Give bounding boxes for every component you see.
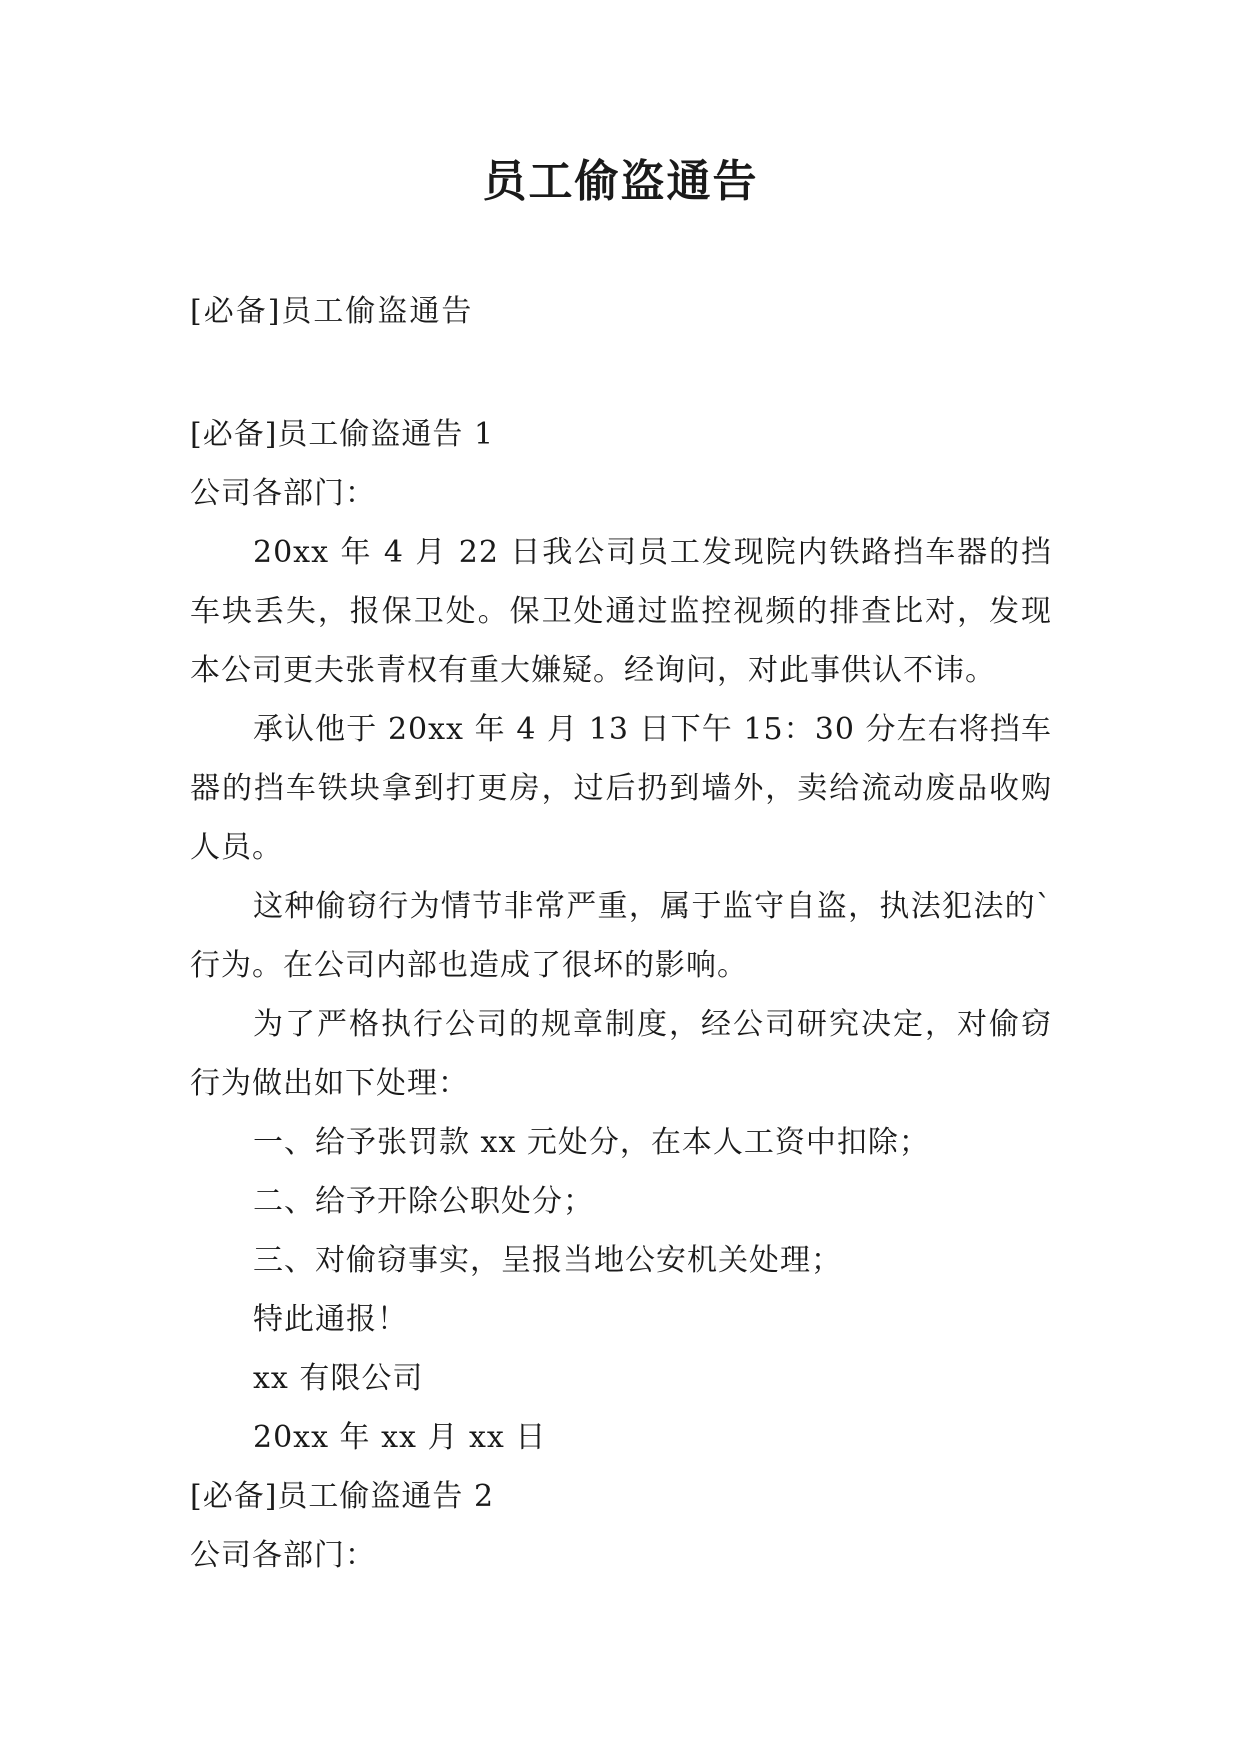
paragraph-4: 为了严格执行公司的规章制度，经公司研究决定，对偷窃行为做出如下处理：	[190, 1007, 1052, 1101]
document-title: 员工偷盗通告	[482, 156, 759, 207]
section-2-salutation: 公司各部门：	[190, 1538, 376, 1573]
paragraph-3: 这种偷窃行为情节非常严重，属于监守自盗，执法犯法的`行为。在公司内部也造成了很坏的影响。	[190, 889, 1052, 983]
notice-date: 20xx 年 xx 月 xx 日	[253, 1420, 547, 1455]
section-2-heading: [必备]员工偷盗通告 2	[190, 1479, 495, 1514]
penalty-item-2: 二、给予开除公职处分；	[253, 1184, 594, 1219]
paragraph-2: 承认他于 20xx 年 4 月 13 日下午 15：30 分左右将挡车器的挡车铁块拿到打更房，过后扔到墙外，卖给流动废品收购人员。	[190, 712, 1052, 865]
paragraph-1: 20xx 年 4 月 22 日我公司员工发现院内铁路挡车器的挡车块丢失，报保卫处。保卫处通过监控视频的排查比对，发现本公司更夫张青权有重大嫌疑。经询问，对此事供认不讳。	[190, 535, 1052, 688]
company-name: xx 有限公司	[253, 1361, 424, 1396]
penalty-item-3: 三、对偷窃事实，呈报当地公安机关处理；	[253, 1243, 842, 1278]
section-1-salutation: 公司各部门：	[190, 476, 376, 511]
document-subtitle: [必备]员工偷盗通告	[190, 294, 474, 329]
section-1-heading: [必备]员工偷盗通告 1	[190, 417, 495, 452]
closing-line: 特此通报！	[253, 1302, 408, 1337]
penalty-item-1: 一、给予张罚款 xx 元处分，在本人工资中扣除；	[253, 1125, 930, 1160]
document-body	[190, 405, 1052, 1585]
